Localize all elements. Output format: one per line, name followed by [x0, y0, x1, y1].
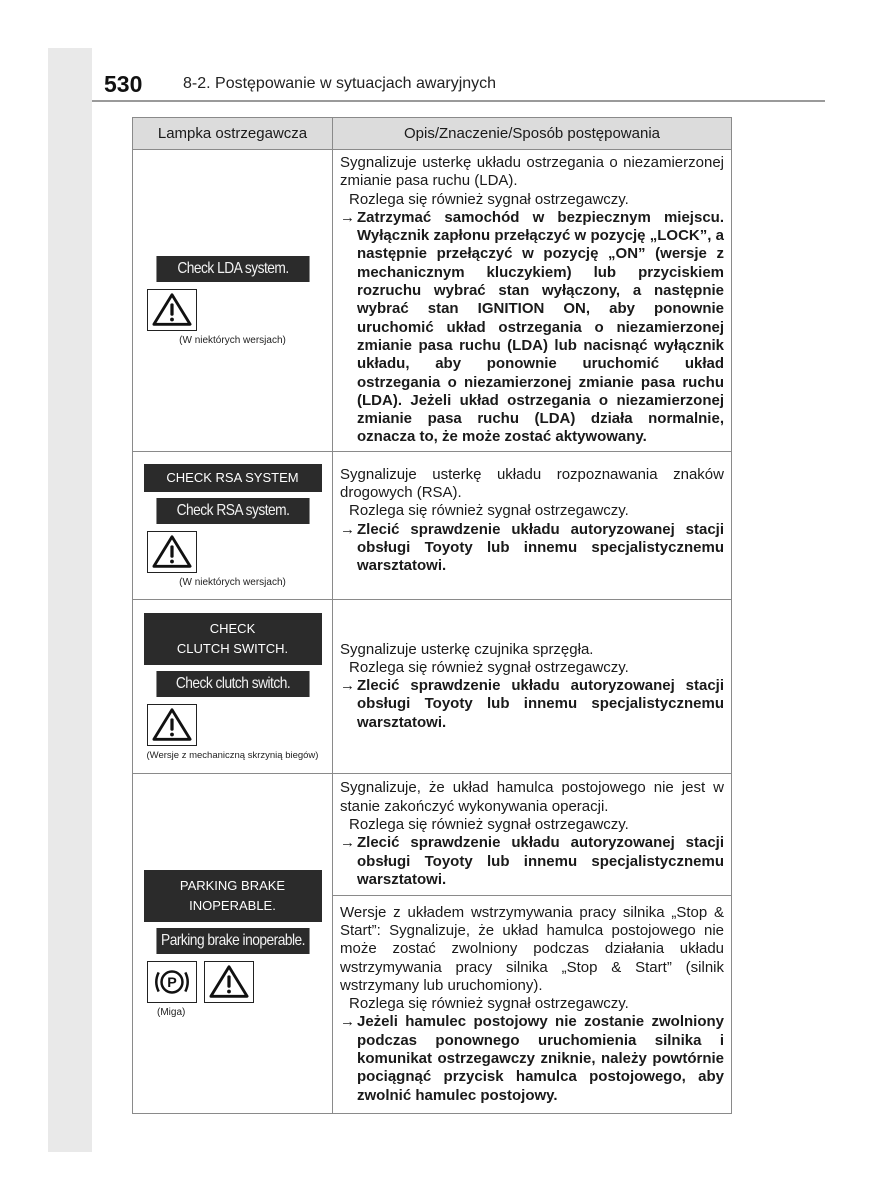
arrow-icon: → [340, 677, 355, 695]
description-text: Sygnalizuje usterkę układu rozpoznawania znaków drogowych (RSA). [340, 465, 724, 502]
table-row [133, 773, 732, 895]
lamp-cell [133, 599, 333, 773]
action-text: → Zlecić sprawdzenie układu autoryzowanej stacji obsługi Toyoty lub innemu specjalistycznemu warsztatowi. [340, 834, 724, 888]
page-header [92, 66, 825, 102]
variant-note: (W niektórych wersjach) [179, 577, 286, 589]
blink-note: (Miga) [157, 1007, 186, 1019]
sound-note: Rozlega się również sygnał ostrzegawczy. [349, 190, 629, 208]
warning-triangle-icon [204, 961, 254, 1003]
sound-note: Rozlega się również sygnał ostrzegawczy. [349, 995, 629, 1013]
section-title: 8-2. Postępowanie w sytuacjach awaryjnych [183, 75, 497, 92]
column-header-description: Opis/Znaczenie/Sposób postępowania [333, 118, 732, 150]
description-cell [333, 773, 732, 895]
lda-message-display: Check LDA system. [156, 256, 309, 282]
description-text: Sygnalizuje usterkę czujnika sprzęgła. [340, 640, 594, 658]
warning-triangle-icon [147, 531, 197, 573]
table-row [133, 150, 732, 452]
parking-brake-message-display: Parking brake inoperable. [156, 928, 309, 954]
rsa-message-display: Check RSA system. [156, 498, 309, 524]
description-cell [333, 895, 732, 1113]
warning-lamps-table [132, 117, 732, 1114]
action-text: → Zlecić sprawdzenie układu autoryzowanej stacji obsługi Toyoty lub innemu specjalistycznemu warsztatowi. [340, 520, 724, 575]
sound-note: Rozlega się również sygnał ostrzegawczy. [349, 815, 629, 833]
description-text: Sygnalizuje usterkę układu ostrzegania o niezamierzonej zmianie pasa ruchu (LDA). [340, 154, 724, 190]
lamp-cell [133, 773, 333, 1113]
rsa-message-caps: CHECK RSA SYSTEM [144, 464, 322, 492]
arrow-icon: → [340, 1013, 355, 1031]
lamp-cell [133, 150, 333, 452]
page-margin-band [48, 48, 92, 1152]
description-cell [333, 451, 732, 599]
sound-note: Rozlega się również sygnał ostrzegawczy. [349, 502, 629, 520]
lamp-cell [133, 451, 333, 599]
sound-note: Rozlega się również sygnał ostrzegawczy. [349, 658, 629, 676]
variant-note: (Wersje z mechaniczną skrzynią biegów) [146, 750, 319, 762]
warning-triangle-icon [147, 289, 197, 331]
action-text: → Jeżeli hamulec postojowy nie zostanie zwolniony podczas ponownego uruchomienia silnika i komunikat ostrzegawczy zniknie, należy powtórnie pociągnąć przycisk hamulca postojowego, aby zwolnić hamulec postojowy. [340, 1013, 724, 1104]
table-row [133, 451, 732, 599]
table-row [133, 599, 732, 773]
arrow-icon: → [340, 208, 355, 226]
action-text: → Zatrzymać samochód w bezpiecznym miejscu. Wyłącznik zapłonu przełączyć w pozycję „LOCK”, a następnie przełączyć w pozycję „ON” (wersje z mechanicznym kluczykiem) lub przyciskiem rozruchu wybrać stan wyłączony, a następnie wybrać stan IGNITION ON, aby ponownie uruchomić układ ostrzegania o niezamierzonej zmianie pasa ruchu (LDA) lub nacisnąć wyłącznik układu, aby ponownie uruchomić układ ostrzegania o niezamierzonej zmianie pasa ruchu (LDA). Jeżeli układ ostrzegania o niezamierzonej zmianie pasa ruchu (LDA) działa normalnie, oznacza to, że może zostać aktywowany. [340, 208, 724, 446]
parking-brake-message-caps: PARKING BRAKE INOPERABLE. [144, 870, 322, 922]
column-header-lamp: Lampka ostrzegawcza [133, 118, 333, 150]
svg-text:P: P [167, 975, 177, 992]
warning-triangle-icon [147, 704, 197, 746]
description-cell [333, 599, 732, 773]
action-text: → Zlecić sprawdzenie układu autoryzowanej stacji obsługi Toyoty lub innemu specjalistycznemu warsztatowi. [340, 677, 724, 731]
table-header-row [133, 118, 732, 150]
description-cell [333, 150, 732, 452]
clutch-message-caps: CHECK CLUTCH SWITCH. [144, 613, 322, 665]
description-text: Sygnalizuje, że układ hamulca postojowego nie jest w stanie zakończyć wykonywania operacji. [340, 779, 724, 815]
clutch-message-display: Check clutch switch. [156, 671, 309, 697]
page-number: 530 [104, 71, 143, 97]
arrow-icon: → [340, 520, 355, 538]
variant-note: (W niektórych wersjach) [179, 335, 286, 347]
description-text: Wersje z układem wstrzymywania pracy silnika „Stop & Start”: Sygnalizuje, że układ hamulca postojowego nie może zostać zwolniony podczas działania układu wstrzymywania pracy silnika „Stop & Start” (silnik wstrzymany lub uruchomiony). [340, 903, 724, 994]
arrow-icon: → [340, 834, 355, 852]
parking-brake-icon [147, 961, 197, 1003]
